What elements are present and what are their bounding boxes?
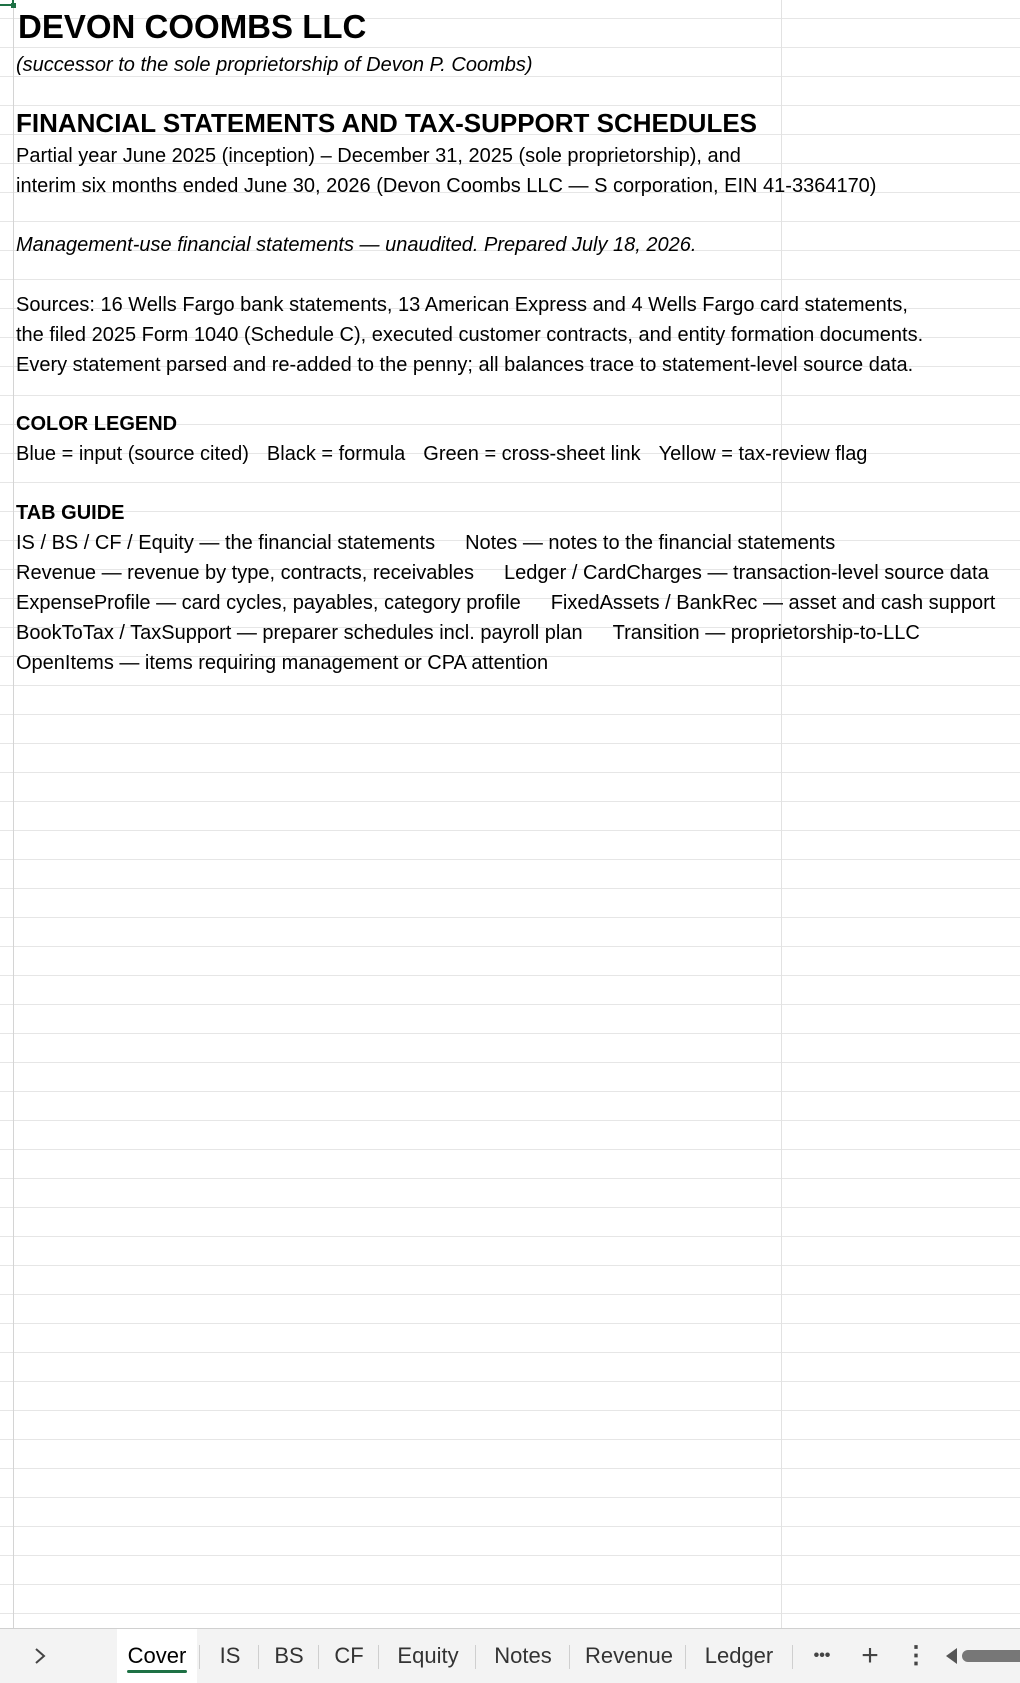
tab-guide-entry: Ledger / CardCharges — transaction-level source data — [504, 562, 989, 584]
tab-guide-row — [16, 533, 835, 553]
tab-guide-row — [16, 563, 989, 583]
tab-cover[interactable] — [117, 1629, 197, 1683]
tab-separator — [475, 1645, 476, 1669]
tab-label: IS — [219, 1643, 241, 1668]
tab-guide-heading: TAB GUIDE — [16, 502, 125, 524]
tab-label: Ledger — [704, 1643, 774, 1668]
tab-guide-entry: BookToTax / TaxSupport — preparer schedules incl. payroll plan — [16, 622, 583, 644]
horizontal-scrollbar[interactable] — [946, 1646, 1020, 1666]
sources-line-2: the filed 2025 Form 1040 (Schedule C), executed customer contracts, and entity formation documents. — [16, 324, 924, 346]
color-legend-heading: COLOR LEGEND — [16, 413, 178, 435]
tab-ledger[interactable] — [690, 1629, 788, 1683]
tab-guide-row — [16, 623, 920, 643]
add-sheet-icon[interactable]: + — [861, 1639, 879, 1672]
row-header-divider — [13, 0, 14, 1628]
tab-label: Equity — [397, 1643, 459, 1668]
active-tab-indicator — [127, 1670, 187, 1673]
tab-guide-entry: ExpenseProfile — card cycles, payables, category profile — [16, 592, 521, 614]
tab-guide-row — [16, 593, 995, 613]
tab-bs[interactable] — [262, 1629, 316, 1683]
sources-line-3: Every statement parsed and re-added to the penny; all balances trace to statement-level source data. — [16, 354, 914, 376]
tab-notes[interactable] — [480, 1629, 566, 1683]
tab-guide-entry: IS / BS / CF / Equity — the financial statements — [16, 532, 436, 554]
scrollbar-thumb[interactable] — [962, 1650, 1020, 1662]
column-divider — [781, 0, 782, 1628]
tab-separator — [792, 1645, 793, 1669]
tab-cf[interactable] — [322, 1629, 376, 1683]
sources-line-1: Sources: 16 Wells Fargo bank statements, 13 American Express and 4 Wells Fargo card statements, — [16, 294, 908, 316]
tab-separator — [318, 1645, 319, 1669]
options-icon[interactable]: ⋮ — [904, 1642, 928, 1669]
fill-handle[interactable] — [11, 3, 16, 8]
tab-separator — [258, 1645, 259, 1669]
tab-separator — [569, 1645, 570, 1669]
tab-guide-row — [16, 653, 548, 673]
chevron-right-icon[interactable] — [28, 1641, 52, 1671]
sheet-tab-bar — [0, 1628, 1020, 1683]
tab-guide-entry: OpenItems — items requiring management or CPA attention — [16, 652, 549, 674]
tab-label: BS — [274, 1643, 304, 1668]
tab-separator — [199, 1645, 200, 1669]
tab-separator — [685, 1645, 686, 1669]
period-line-2: interim six months ended June 30, 2026 (Devon Coombs LLC — S corporation, EIN 41-3364170) — [16, 175, 877, 197]
report-heading: FINANCIAL STATEMENTS AND TAX-SUPPORT SCHEDULES — [16, 108, 758, 138]
disclaimer: Management-use financial statements — unaudited. Prepared July 18, 2026. — [16, 234, 697, 256]
period-line-1: Partial year June 2025 (inception) – December 31, 2025 (sole proprietorship), and — [16, 145, 741, 167]
legend-green: Green = cross-sheet link — [423, 443, 641, 465]
tab-label: CF — [334, 1643, 364, 1668]
tab-guide-entry: FixedAssets / BankRec — asset and cash support — [550, 592, 996, 614]
tab-is[interactable] — [205, 1629, 255, 1683]
tab-revenue[interactable] — [576, 1629, 682, 1683]
company-subtitle: (successor to the sole proprietorship of Devon P. Coombs) — [16, 54, 533, 76]
color-legend-row — [16, 444, 867, 464]
legend-black: Black = formula — [266, 443, 406, 465]
tab-guide-entry: Notes — notes to the financial statements — [465, 532, 836, 554]
tab-label: Notes — [494, 1643, 552, 1668]
tab-label: Revenue — [584, 1643, 674, 1668]
company-title: DEVON COOMBS LLC — [18, 8, 367, 45]
tab-guide-entry: Revenue — revenue by type, contracts, receivables — [16, 562, 475, 584]
tab-equity[interactable] — [384, 1629, 472, 1683]
tab-separator — [378, 1645, 379, 1669]
legend-blue: Blue = input (source cited) — [16, 443, 249, 465]
legend-yellow: Yellow = tax-review flag — [658, 443, 868, 465]
scroll-left-icon[interactable] — [946, 1648, 957, 1664]
tab-guide-entry: Transition — proprietorship-to-LLC — [612, 622, 920, 644]
tab-label: Cover — [127, 1643, 187, 1668]
more-tabs-icon[interactable]: ••• — [813, 1647, 831, 1664]
